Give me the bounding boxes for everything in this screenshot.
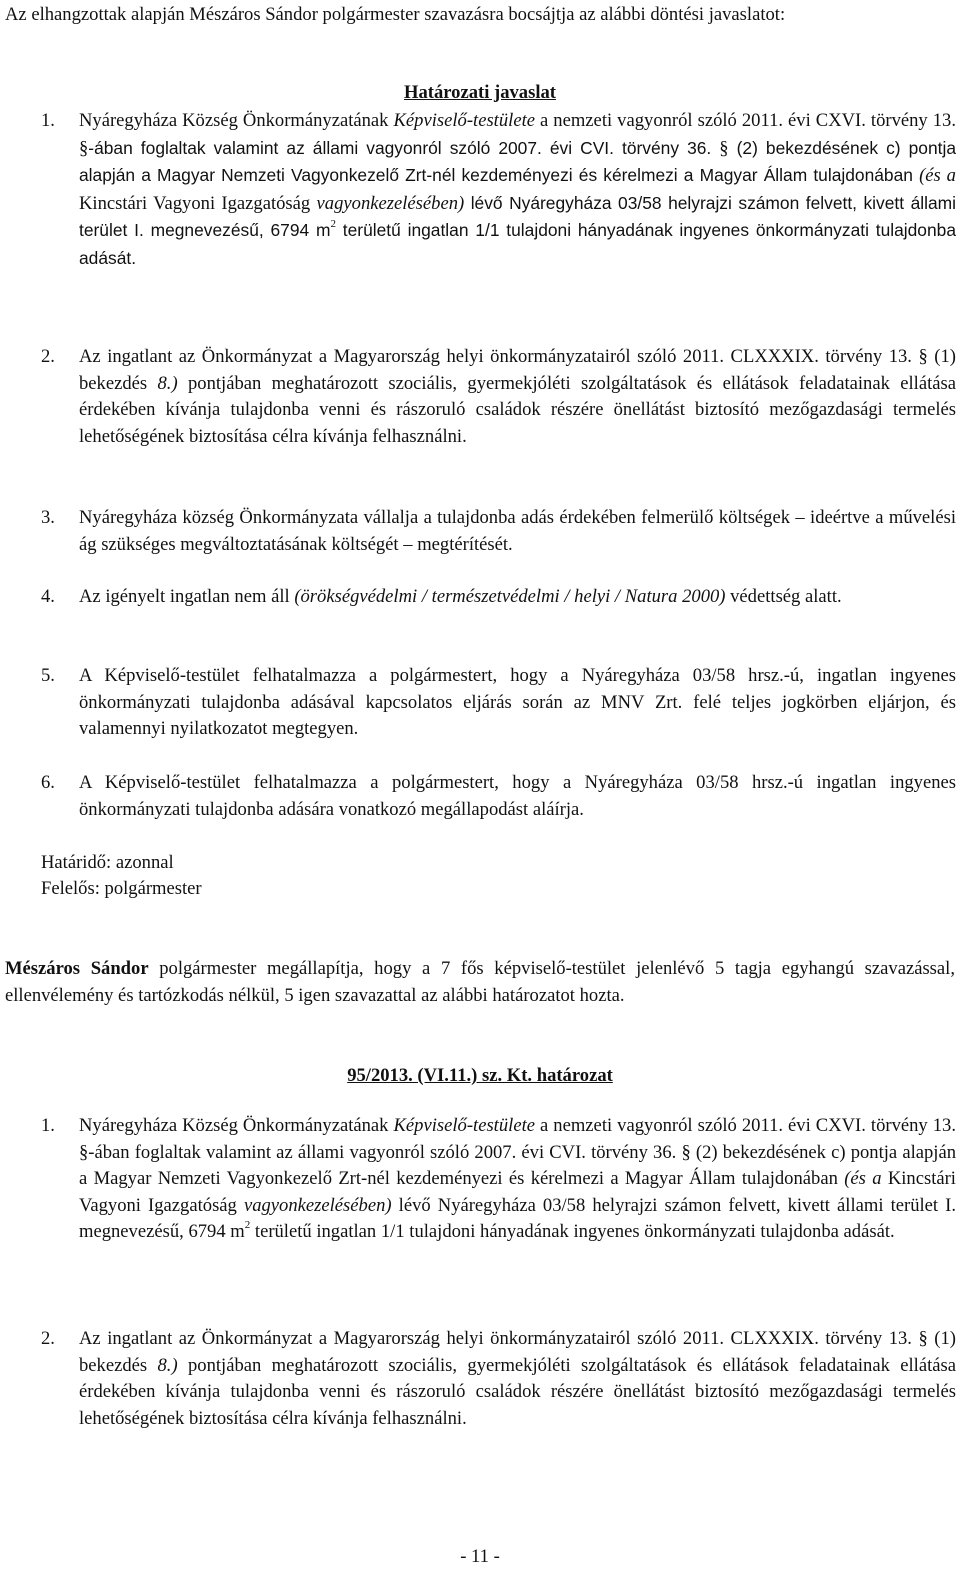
proposal-item-4 — [41, 584, 956, 611]
item-number: 6. — [41, 772, 55, 793]
item-text: Az igényelt ingatlan nem áll (örökségvédelmi / természetvédelmi / helyi / Natura 2000) védettség alatt. — [79, 586, 842, 607]
item-text: Nyáregyháza Község Önkormányzatának Képviselő-testülete a nemzeti vagyonról szóló 2011. évi CXVI. törvény 13. §-ában foglaltak valamint az állami vagyonról szóló 2007. évi CVI. törvény 36. § (2) bekezdésének c) pontja alapján a Magyar Nemzeti Vagyonkezelő Zrt-nél kezdeményezi és kérelmezi a Magyar Állam tulajdonában (és a Kincstári Vagyoni Igazgatóság vagyonkezelésében) lévő Nyáregyháza 03/58 helyrajzi számon felvett, kivett állami terület I. megnevezésű, 6794 $m^2$ területű ingatlan 1/1 tulajdoni hányadának ingyenes önkormányzati tulajdonba adását. — [79, 110, 957, 268]
deadline: Határidő: azonnal — [41, 852, 174, 873]
item-text: Az ingatlant az Önkormányzat a Magyarország helyi önkormányzatairól szóló 2011. CLXXXIX. törvény 13. § (1) bekezdés 8.) pontjában meghatározott szociális, gyermekjóléti szolgáltatások és ellátások feladatainak ellátása érdekében kívánja tulajdonba venni és rászoruló családok részére önellátást biztosító mezőgazdasági termelés lehetőségének biztosítása célra kívánja felhasználni. — [79, 1328, 956, 1429]
mayor-name: Mészáros Sándor — [5, 958, 149, 979]
resolution-item-2 — [41, 1326, 956, 1432]
item-text: Az ingatlant az Önkormányzat a Magyarország helyi önkormányzatairól szóló 2011. CLXXXIX. törvény 13. § (1) bekezdés 8.) pontjában meghatározott szociális, gyermekjóléti szolgáltatások és ellátások feladatainak ellátása érdekében kívánja tulajdonba venni és rászoruló családok részére önellátást biztosító mezőgazdasági termelés lehetőségének biztosítása célra kívánja felhasználni. — [79, 346, 956, 447]
vote-result-paragraph: Mészáros Sándor polgármester megállapítja, hogy a 7 fős képviselő-testület jelenlévő 5 tagja egyhangú szavazással, ellenvélemény és tartózkodás nélkül, 5 igen szavazattal az alábbi határozatot hozta. — [5, 958, 955, 1006]
item-number: 3. — [41, 507, 55, 528]
item-text: A Képviselő-testület felhatalmazza a polgármestert, hogy a Nyáregyháza 03/58 hrsz.-ú ingatlan ingyenes önkormányzati tulajdonba adására vonatkozó megállapodást aláírja. — [79, 772, 956, 820]
proposal-item-6 — [41, 770, 956, 823]
resolution-heading: 95/2013. (VI.11.) sz. Kt. határozat — [347, 1065, 613, 1086]
page-number: - 11 - — [460, 1546, 500, 1567]
proposal-item-3 — [41, 505, 956, 558]
item-number: 4. — [41, 586, 55, 607]
proposal-item-1 — [41, 108, 956, 273]
item-number: 1. — [41, 110, 55, 131]
item-number: 2. — [41, 346, 55, 367]
item-text: Nyáregyháza község Önkormányzata vállalja a tulajdonba adás érdekében felmerülő költségek – ideértve a művelési ág szükséges megváltoztatásának költségét – megtérítését. — [79, 507, 956, 555]
proposal-item-5 — [41, 663, 956, 743]
proposal-heading: Határozati javaslat — [404, 82, 556, 103]
item-number: 2. — [41, 1328, 55, 1349]
resolution-item-1 — [41, 1113, 956, 1246]
proposal-item-2 — [41, 344, 956, 450]
item-number: 1. — [41, 1115, 55, 1136]
item-text: Nyáregyháza Község Önkormányzatának Képviselő-testülete a nemzeti vagyonról szóló 2011. évi CXVI. törvény 13. §-ában foglaltak valamint az állami vagyonról szóló 2007. évi CVI. törvény 36. § (2) bekezdésének c) pontja alapján a Magyar Nemzeti Vagyonkezelő Zrt-nél kezdeményezi és kérelmezi a Magyar Állam tulajdonában (és a Kincstári Vagyoni Igazgatóság vagyonkezelésében) lévő Nyáregyháza 03/58 helyrajzi számon felvett, kivett állami terület I. megnevezésű, 6794 $m^2$ területű ingatlan 1/1 tulajdoni hányadának ingyenes önkormányzati tulajdonba adását. — [79, 1115, 957, 1243]
responsible-person: Felelős: polgármester — [41, 878, 202, 899]
item-number: 5. — [41, 665, 55, 686]
intro-paragraph: Az elhangzottak alapján Mészáros Sándor polgármester szavazásra bocsájtja az alábbi döntési javaslatot: — [5, 4, 786, 25]
item-text: A Képviselő-testület felhatalmazza a polgármestert, hogy a Nyáregyháza 03/58 hrsz.-ú, ingatlan ingyenes önkormányzati tulajdonba adásával kapcsolatos eljárás során az MNV Zrt. felé teljes jogkörben eljárjon, és valamennyi nyilatkozatot megtegyen. — [79, 665, 956, 740]
